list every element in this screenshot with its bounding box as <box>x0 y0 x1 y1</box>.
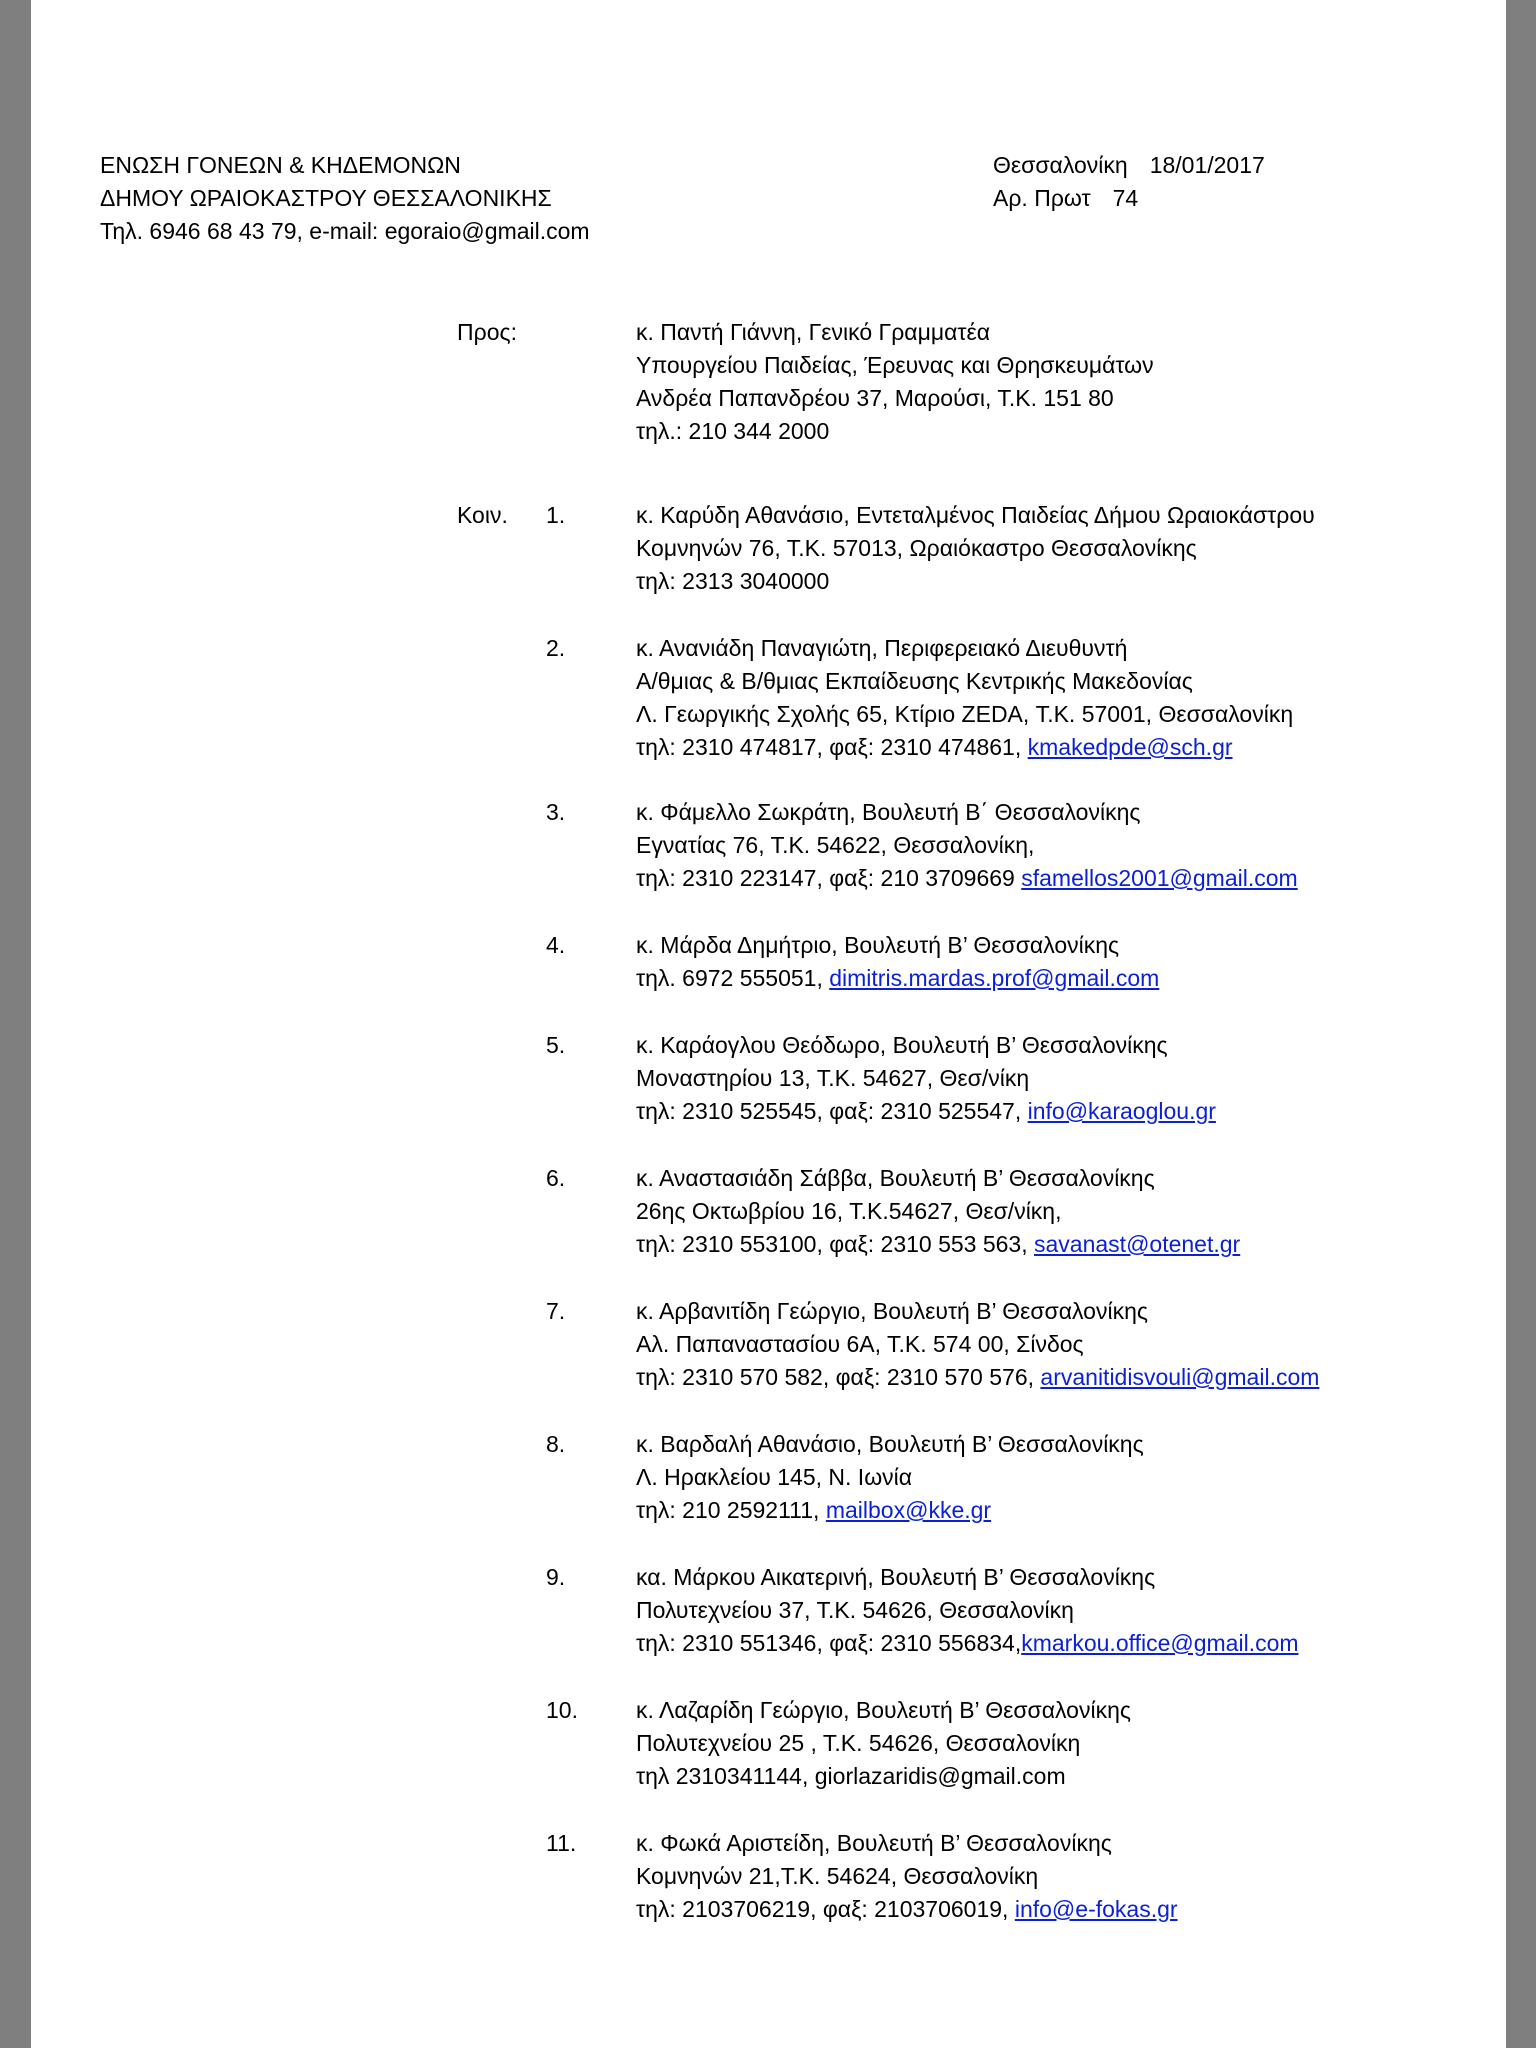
cc-entry-phone: τηλ: 2310 570 582, φαξ: 2310 570 576, <box>636 1364 1041 1390</box>
cc-entry-phone: τηλ: 2310 525545, φαξ: 2310 525547, <box>636 1098 1028 1124</box>
cc-entry-name: κ. Φάμελλο Σωκράτη, Βουλευτή Β΄ Θεσσαλονίκης <box>636 799 1141 825</box>
cc-entry-email-link[interactable]: savanast@otenet.gr <box>1034 1231 1241 1257</box>
cc-entry-name: κ. Καράογλου Θεόδωρο, Βουλευτή Β’ Θεσσαλονίκης <box>636 1032 1168 1058</box>
protocol-number: 74 <box>1112 185 1139 211</box>
recipient-address: Ανδρέα Παπανδρέου 37, Μαρούσι, Τ.Κ. 151 80 <box>636 385 1114 411</box>
cc-entry-number: 9. <box>546 1564 566 1590</box>
cc-entry-address: Εγνατίας 76, Τ.Κ. 54622, Θεσσαλονίκη, <box>636 832 1035 858</box>
cc-entry-number: 8. <box>546 1431 566 1457</box>
sender-contact: Τηλ. 6946 68 43 79, e-mail: egoraio@gmail.com <box>100 218 590 244</box>
cc-entry-name: κ. Ανανιάδη Παναγιώτη, Περιφερειακό Διευθυντή <box>636 635 1128 661</box>
recipient-phone: τηλ.: 210 344 2000 <box>636 418 830 444</box>
cc-entry-phone: τηλ: 210 2592111, <box>636 1497 826 1523</box>
cc-label: Κοιν. <box>457 502 508 528</box>
cc-entry-office: Α/θμιας & Β/θμιας Εκπαίδευσης Κεντρικής Μακεδονίας <box>636 668 1193 694</box>
cc-entry-address: Αλ. Παπαναστασίου 6Α, Τ.Κ. 574 00, Σίνδος <box>636 1331 1084 1357</box>
cc-entry-name: κα. Μάρκου Αικατερινή, Βουλευτή Β’ Θεσσαλονίκης <box>636 1564 1156 1590</box>
cc-entry-number: 5. <box>546 1032 566 1058</box>
cc-entry-phone: τηλ 2310341144, giorlazaridis@gmail.com <box>636 1763 1066 1789</box>
cc-entry-phone: τηλ: 2310 223147, φαξ: 210 3709669 <box>636 865 1022 891</box>
cc-entry-phone: τηλ: 2103706219, φαξ: 2103706019, <box>636 1896 1015 1922</box>
cc-entry-number: 11. <box>546 1830 577 1856</box>
cc-entry-address: Μοναστηρίου 13, Τ.Κ. 54627, Θεσ/νίκη <box>636 1065 1030 1091</box>
cc-entry-address: Λ. Γεωργικής Σχολής 65, Κτίριο ZEDA, Τ.Κ. 57001, Θεσσαλονίκη <box>636 701 1294 727</box>
cc-entry-number: 7. <box>546 1298 566 1324</box>
cc-entry-email-link[interactable]: info@e-fokas.gr <box>1014 1896 1178 1922</box>
cc-entry-email-link[interactable]: dimitris.mardas.prof@gmail.com <box>829 965 1160 991</box>
sender-block <box>100 149 590 248</box>
sender-org: ΕΝΩΣΗ ΓΟΝΕΩΝ & ΚΗΔΕΜΟΝΩΝ <box>100 152 461 178</box>
cc-entry-number: 3. <box>546 799 566 825</box>
cc-entry-number: 4. <box>546 932 566 958</box>
recipient-name: κ. Παντή Γιάννη, Γενικό Γραμματέα <box>636 319 991 345</box>
cc-entry-email-link[interactable]: info@karaoglou.gr <box>1027 1098 1216 1124</box>
cc-entry-phone: τηλ: 2310 474817, φαξ: 2310 474861, <box>636 734 1028 760</box>
cc-entry-address: 26ης Οκτωβρίου 16, Τ.Κ.54627, Θεσ/νίκη, <box>636 1198 1062 1224</box>
recipient-ministry: Υπουργείου Παιδείας, Έρευνας και Θρησκευμάτων <box>636 352 1154 378</box>
cc-entry-phone: τηλ. 6972 555051, <box>636 965 830 991</box>
cc-entry-address: Πολυτεχνείου 37, Τ.Κ. 54626, Θεσσαλονίκη <box>636 1597 1074 1623</box>
cc-entry-name: κ. Λαζαρίδη Γεώργιο, Βουλευτή Β’ Θεσσαλονίκης <box>636 1697 1131 1723</box>
cc-entry-phone: τηλ: 2310 553100, φαξ: 2310 553 563, <box>636 1231 1035 1257</box>
cc-entry-name: κ. Μάρδα Δημήτριο, Βουλευτή Β’ Θεσσαλονίκης <box>636 932 1120 958</box>
cc-entry-address: Λ. Ηρακλείου 145, Ν. Ιωνία <box>636 1464 913 1490</box>
cc-entry-number: 10. <box>546 1697 578 1723</box>
cc-entry-address: Κομνηνών 76, Τ.Κ. 57013, Ωραιόκαστρο Θεσσαλονίκης <box>636 535 1197 561</box>
date-value: 18/01/2017 <box>1149 152 1265 178</box>
cc-entry-address: Κομνηνών 21,Τ.Κ. 54624, Θεσσαλονίκη <box>636 1863 1039 1889</box>
cc-entry-phone: τηλ: 2313 3040000 <box>636 568 830 594</box>
cc-entry-address: Πολυτεχνείου 25 , Τ.Κ. 54626, Θεσσαλονίκη <box>636 1730 1081 1756</box>
cc-entry-phone: τηλ: 2310 551346, φαξ: 2310 556834, <box>636 1630 1022 1656</box>
date-block <box>993 149 1265 215</box>
document-page <box>31 0 1506 2048</box>
sender-municipality: ΔΗΜΟΥ ΩΡΑΙΟΚΑΣΤΡΟΥ ΘΕΣΣΑΛΟΝΙΚΗΣ <box>100 185 552 211</box>
cc-entry-name: κ. Αρβανιτίδη Γεώργιο, Βουλευτή Β’ Θεσσαλονίκης <box>636 1298 1148 1324</box>
cc-entry-number: 6. <box>546 1165 566 1191</box>
cc-entry-email-link[interactable]: mailbox@kke.gr <box>825 1497 992 1523</box>
cc-entry-email-link[interactable]: sfamellos2001@gmail.com <box>1021 865 1298 891</box>
cc-entry-email-link[interactable]: kmarkou.office@gmail.com <box>1021 1630 1299 1656</box>
cc-entry-email-link[interactable]: kmakedpde@sch.gr <box>1027 734 1233 760</box>
cc-entry-number: 2. <box>546 635 566 661</box>
cc-entry-number: 1. <box>546 502 566 528</box>
cc-entry-email-link[interactable]: arvanitidisvouli@gmail.com <box>1040 1364 1320 1390</box>
date-city: Θεσσαλονίκη <box>993 152 1128 178</box>
cc-entry-name: κ. Καρύδη Αθανάσιο, Εντεταλμένος Παιδείας Δήμου Ωραιοκάστρου <box>636 502 1315 528</box>
cc-entry-name: κ. Φωκά Αριστείδη, Βουλευτή Β’ Θεσσαλονίκης <box>636 1830 1112 1856</box>
protocol-label: Αρ. Πρωτ <box>993 185 1091 211</box>
recipient-block <box>636 316 1154 448</box>
cc-entry-name: κ. Αναστασιάδη Σάββα, Βουλευτή Β’ Θεσσαλονίκης <box>636 1165 1155 1191</box>
cc-entry-name: κ. Βαρδαλή Αθανάσιο, Βουλευτή Β’ Θεσσαλονίκης <box>636 1431 1144 1457</box>
recipient-label: Προς: <box>457 319 517 345</box>
